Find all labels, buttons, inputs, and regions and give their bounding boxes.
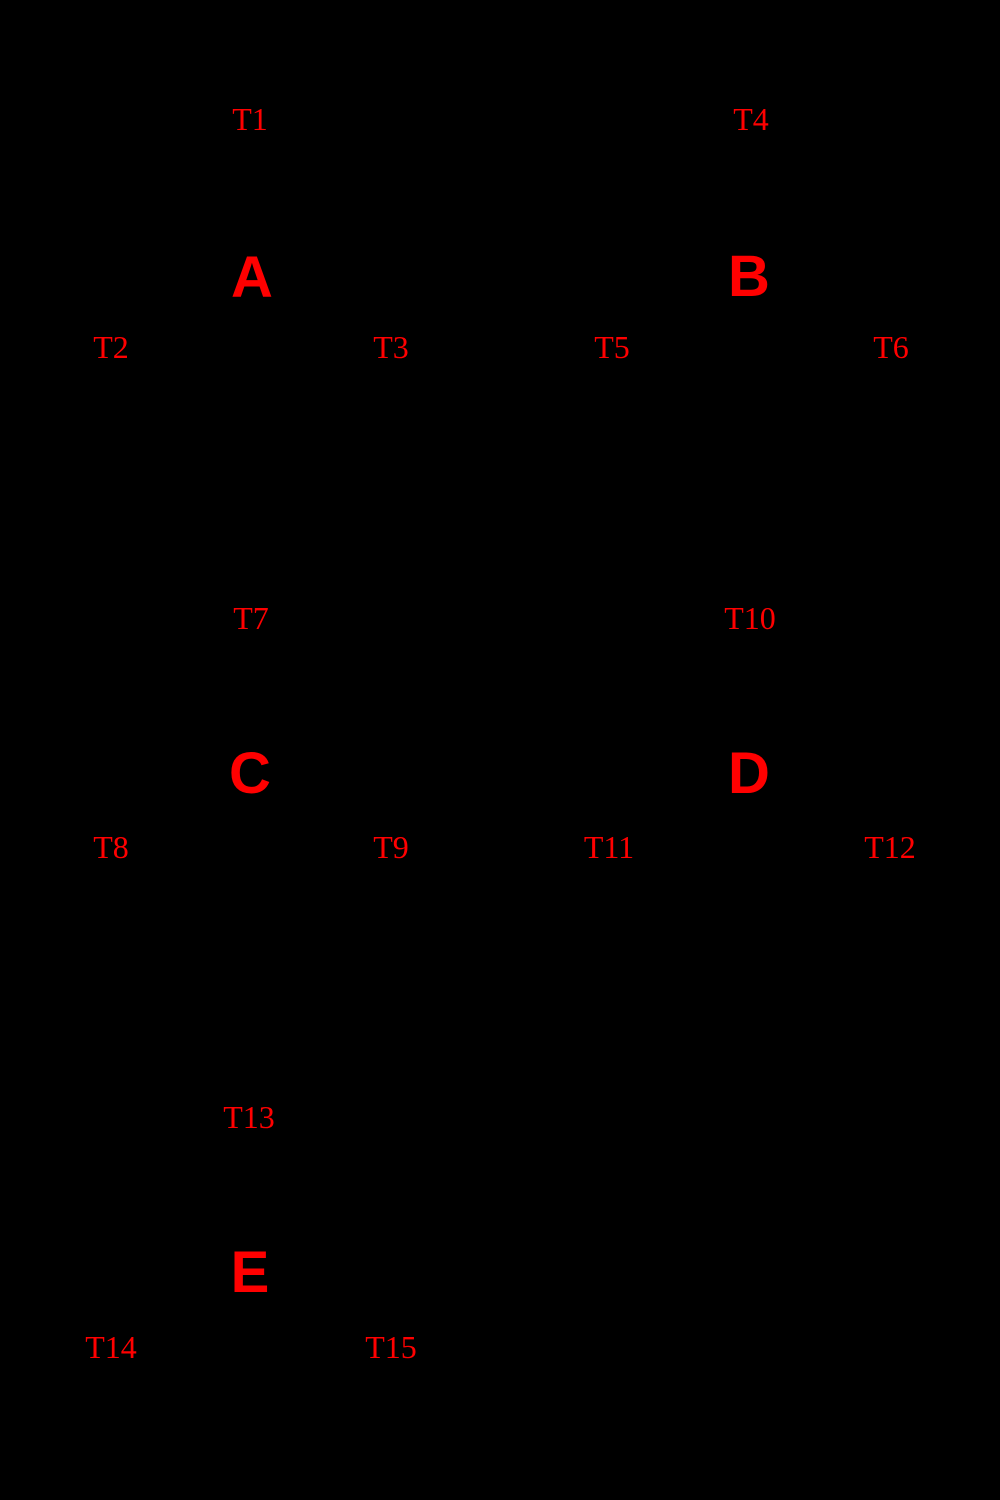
terminal-label-t9: T9 xyxy=(373,829,409,865)
terminal-label-t2: T2 xyxy=(93,329,129,365)
hub-label-a: A xyxy=(231,245,273,310)
hub-label-c: C xyxy=(229,741,271,806)
terminal-label-t3: T3 xyxy=(373,329,409,365)
terminal-label-t1: T1 xyxy=(232,101,268,137)
terminal-label-t10: T10 xyxy=(724,600,776,636)
terminal-label-t6: T6 xyxy=(873,329,909,365)
hub-label-d: D xyxy=(728,741,770,806)
terminal-label-t7: T7 xyxy=(233,600,269,636)
terminal-label-t13: T13 xyxy=(223,1099,275,1135)
hub-label-b: B xyxy=(728,244,770,309)
terminal-label-t8: T8 xyxy=(93,829,129,865)
terminal-label-t5: T5 xyxy=(594,329,630,365)
hub-label-e: E xyxy=(230,1240,270,1305)
terminal-label-t4: T4 xyxy=(733,101,769,137)
terminal-label-t12: T12 xyxy=(864,829,916,865)
terminal-label-t14: T14 xyxy=(85,1329,137,1365)
terminal-label-t15: T15 xyxy=(365,1329,417,1365)
terminal-label-t11: T11 xyxy=(583,829,635,865)
